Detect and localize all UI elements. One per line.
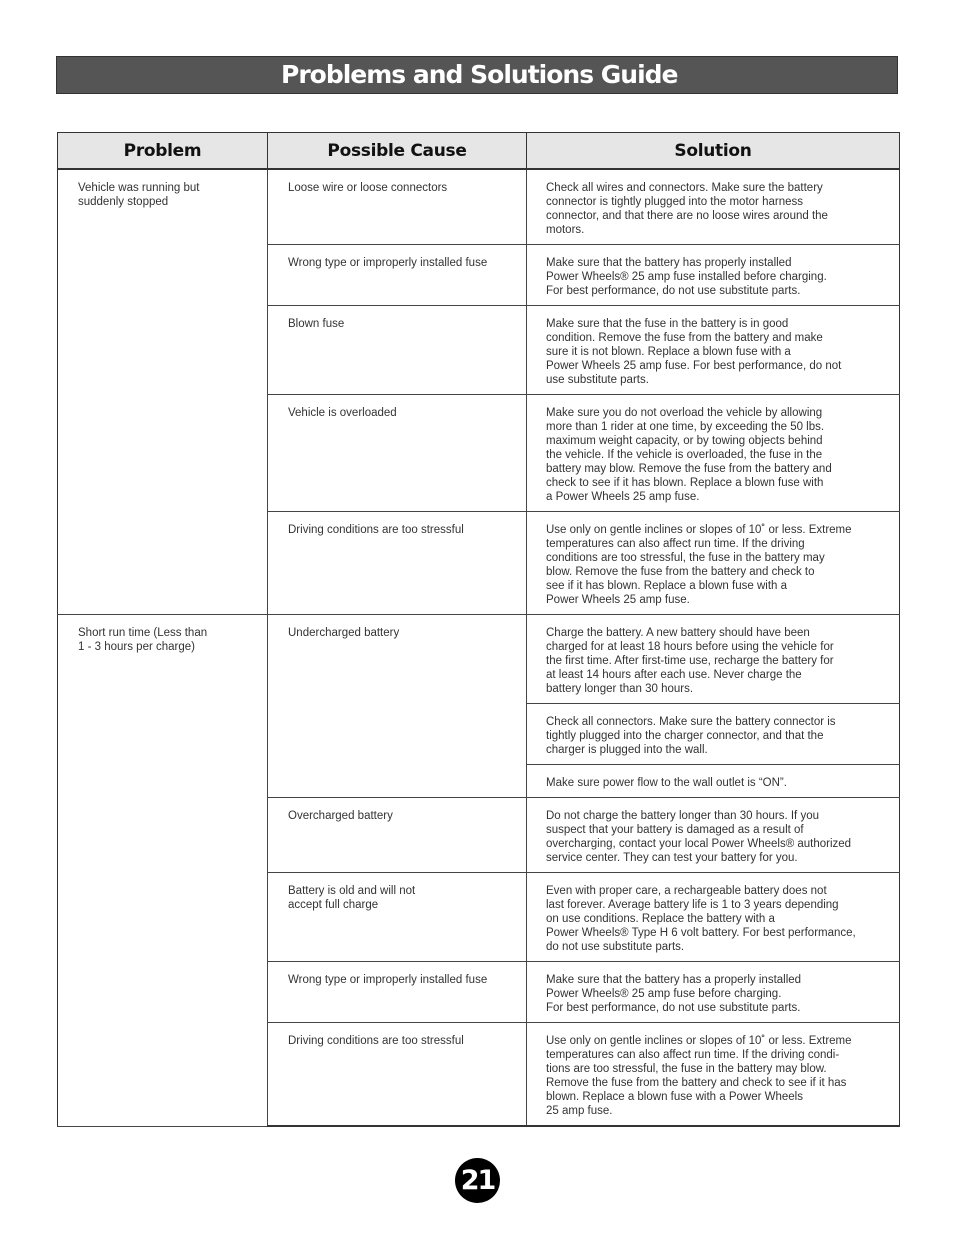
page-number-badge: 21	[455, 1158, 500, 1203]
cause-cell: Wrong type or improperly installed fuse	[268, 962, 527, 1023]
solution-cell: Check all wires and connectors. Make sure the battery connector is tightly plugged into the motor harness connector, and that there are no loose wires around the motors.	[527, 169, 900, 245]
problem-column-header: Problem	[58, 133, 268, 170]
solution-cell: Use only on gentle inclines or slopes of 10˚ or less. Extreme temperatures can also affect run time. If the driving condi- tions are too stressful, the fuse in the battery may blow. Remove the fuse from the battery and check to see if it has blown. Replace a blown fuse with a Power Wheels 25 amp fuse.	[527, 1023, 900, 1127]
cause-cell: Loose wire or loose connectors	[268, 169, 527, 245]
solution-cell: Charge the battery. A new battery should have been charged for at least 18 hours before using the vehicle for the first time. After first-time use, recharge the battery for at least 14 hours after each use. Never charge the battery longer than 30 hours.	[527, 615, 900, 704]
problems-solutions-table	[57, 132, 900, 1127]
table-header-row	[58, 133, 900, 170]
problem-cell: Vehicle was running but suddenly stopped	[58, 169, 268, 615]
solution-cell: Make sure power flow to the wall outlet is “ON”.	[527, 765, 900, 798]
solution-cell: Make sure that the fuse in the battery is in good condition. Remove the fuse from the battery and make sure it is not blown. Replace a blown fuse with a Power Wheels 25 amp fuse. For best performance, do not use substitute parts.	[527, 306, 900, 395]
cause-cell: Wrong type or improperly installed fuse	[268, 245, 527, 306]
cause-column-header: Possible Cause	[268, 133, 527, 170]
solution-column-header: Solution	[527, 133, 900, 170]
cause-cell: Driving conditions are too stressful	[268, 1023, 527, 1127]
title-bar	[56, 56, 898, 94]
solution-cell: Make sure that the battery has properly installed Power Wheels® 25 amp fuse installed before charging. For best performance, do not use substitute parts.	[527, 245, 900, 306]
cause-cell: Undercharged battery	[268, 615, 527, 798]
solution-cell: Make sure that the battery has a properly installed Power Wheels® 25 amp fuse before charging. For best performance, do not use substitute parts.	[527, 962, 900, 1023]
problem-cell: Short run time (Less than 1 - 3 hours per charge)	[58, 615, 268, 1127]
cause-cell: Vehicle is overloaded	[268, 395, 527, 512]
solution-cell: Use only on gentle inclines or slopes of 10˚ or less. Extreme temperatures can also affect run time. If the driving conditions are too stressful, the fuse in the battery may blow. Remove the fuse from the battery and check to see if it has blown. Replace a blown fuse with a Power Wheels 25 amp fuse.	[527, 512, 900, 615]
table-body	[58, 169, 900, 1126]
table-row	[58, 615, 900, 704]
page-title: Problems and Solutions Guide	[281, 60, 678, 89]
solution-cell: Check all connectors. Make sure the battery connector is tightly plugged into the charger connector, and that the charger is plugged into the wall.	[527, 704, 900, 765]
cause-cell: Blown fuse	[268, 306, 527, 395]
solution-cell: Do not charge the battery longer than 30 hours. If you suspect that your battery is damaged as a result of overcharging, contact your local Power Wheels® authorized service center. They can test your battery for you.	[527, 798, 900, 873]
solution-cell: Make sure you do not overload the vehicle by allowing more than 1 rider at one time, by exceeding the 50 lbs. maximum weight capacity, or by towing objects behind the vehicle. If the vehicle is overloaded, the fuse in the battery may blow. Remove the fuse from the battery and check to see if it has blown. Replace a blown fuse with a Power Wheels 25 amp fuse.	[527, 395, 900, 512]
solution-cell: Even with proper care, a rechargeable battery does not last forever. Average battery life is 1 to 3 years depending on use conditions. Replace the battery with a Power Wheels® Type H 6 volt battery. For best performance, do not use substitute parts.	[527, 873, 900, 962]
cause-cell: Battery is old and will not accept full charge	[268, 873, 527, 962]
table-row	[58, 169, 900, 245]
cause-cell: Overcharged battery	[268, 798, 527, 873]
cause-cell: Driving conditions are too stressful	[268, 512, 527, 615]
